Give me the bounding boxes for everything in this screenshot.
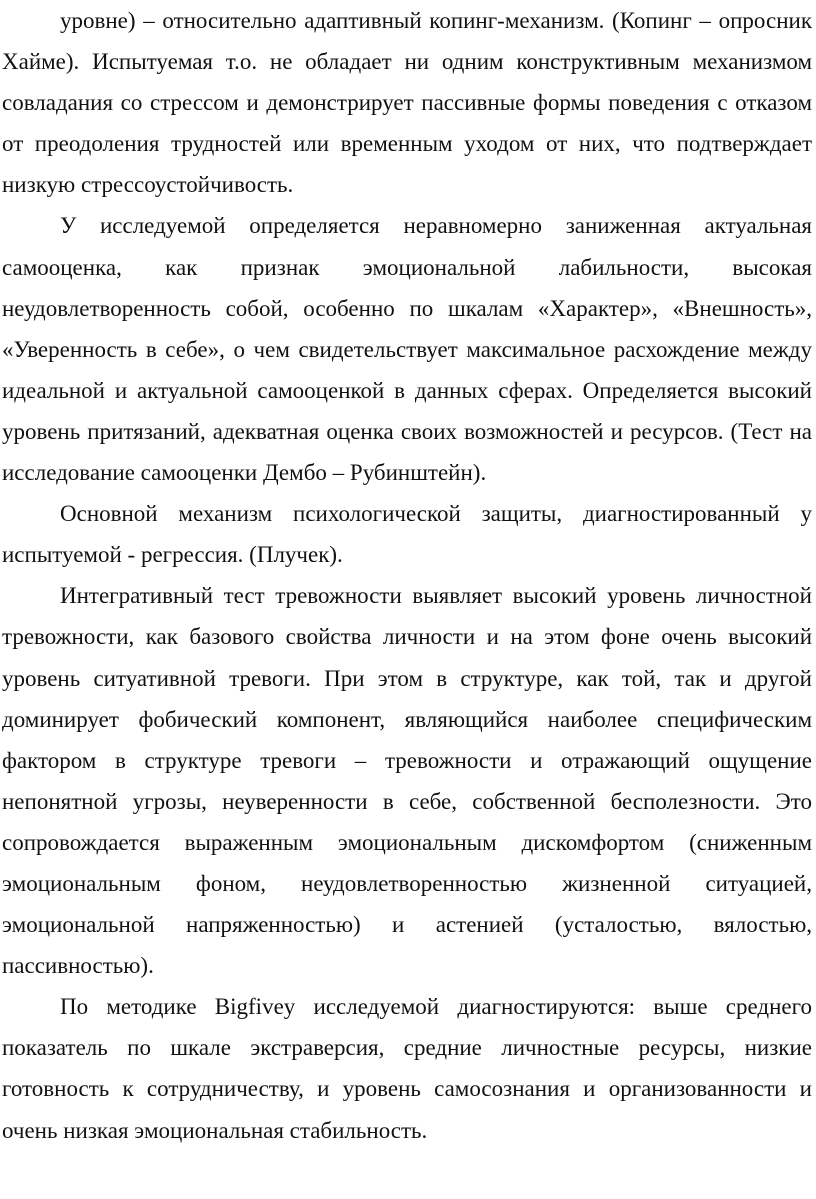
- paragraph-defense-mechanism: Основной механизм психологической защиты, диагностированный у испытуемой - регрессия. (Плучек).: [2, 501, 812, 568]
- paragraph-anxiety: Интегративный тест тревожности выявляет высокий уровень личностной тревожности, как базового свойства личности и на этом фоне очень высокий уровень ситуативной тревоги. При этом в структуре, как той, так и другой доминирует фобический компонент, являющийся наиболее специфическим фактором в структуре тревоги – тревожности и отражающий ощущение непонятной угрозы, неуверенности в себе, собственной бесполезности. Это сопровождается выраженным эмоциональным дискомфортом (сниженным эмоциональным фоном, неудовлетворенностью жизненной ситуацией, эмоциональной напряженностью) и астенией (усталостью, вялостью, пассивностью).: [2, 583, 812, 979]
- paragraph-big-five: По методике Bigfivey исследуемой диагностируются: выше среднего показатель по шкале экстраверсия, средние личностные ресурсы, низкие готовность к сотрудничеству, и уровень самосознания и организованности и очень низкая эмоциональная стабильность.: [2, 994, 812, 1143]
- paragraph-coping: уровне) – относительно адаптивный копинг-механизм. (Копинг – опросник Хайме). Испытуемая т.о. не обладает ни одним конструктивным механизмом совладания со стрессом и демонстрирует пассивные формы поведения с отказом от преодоления трудностей или временным уходом от них, что подтверждает низкую стрессоустойчивость.: [2, 8, 812, 198]
- paragraph-self-esteem: У исследуемой определяется неравномерно заниженная актуальная самооценка, как признак эмоциональной лабильности, высокая неудовлетворенность собой, особенно по шкалам «Характер», «Внешность», «Уверенность в себе», о чем свидетельствует максимальное расхождение между идеальной и актуальной самооценкой в данных сферах. Определяется высокий уровень притязаний, адекватная оценка своих возможностей и ресурсов. (Тест на исследование самооценки Дембо – Рубинштейн).: [2, 213, 812, 486]
